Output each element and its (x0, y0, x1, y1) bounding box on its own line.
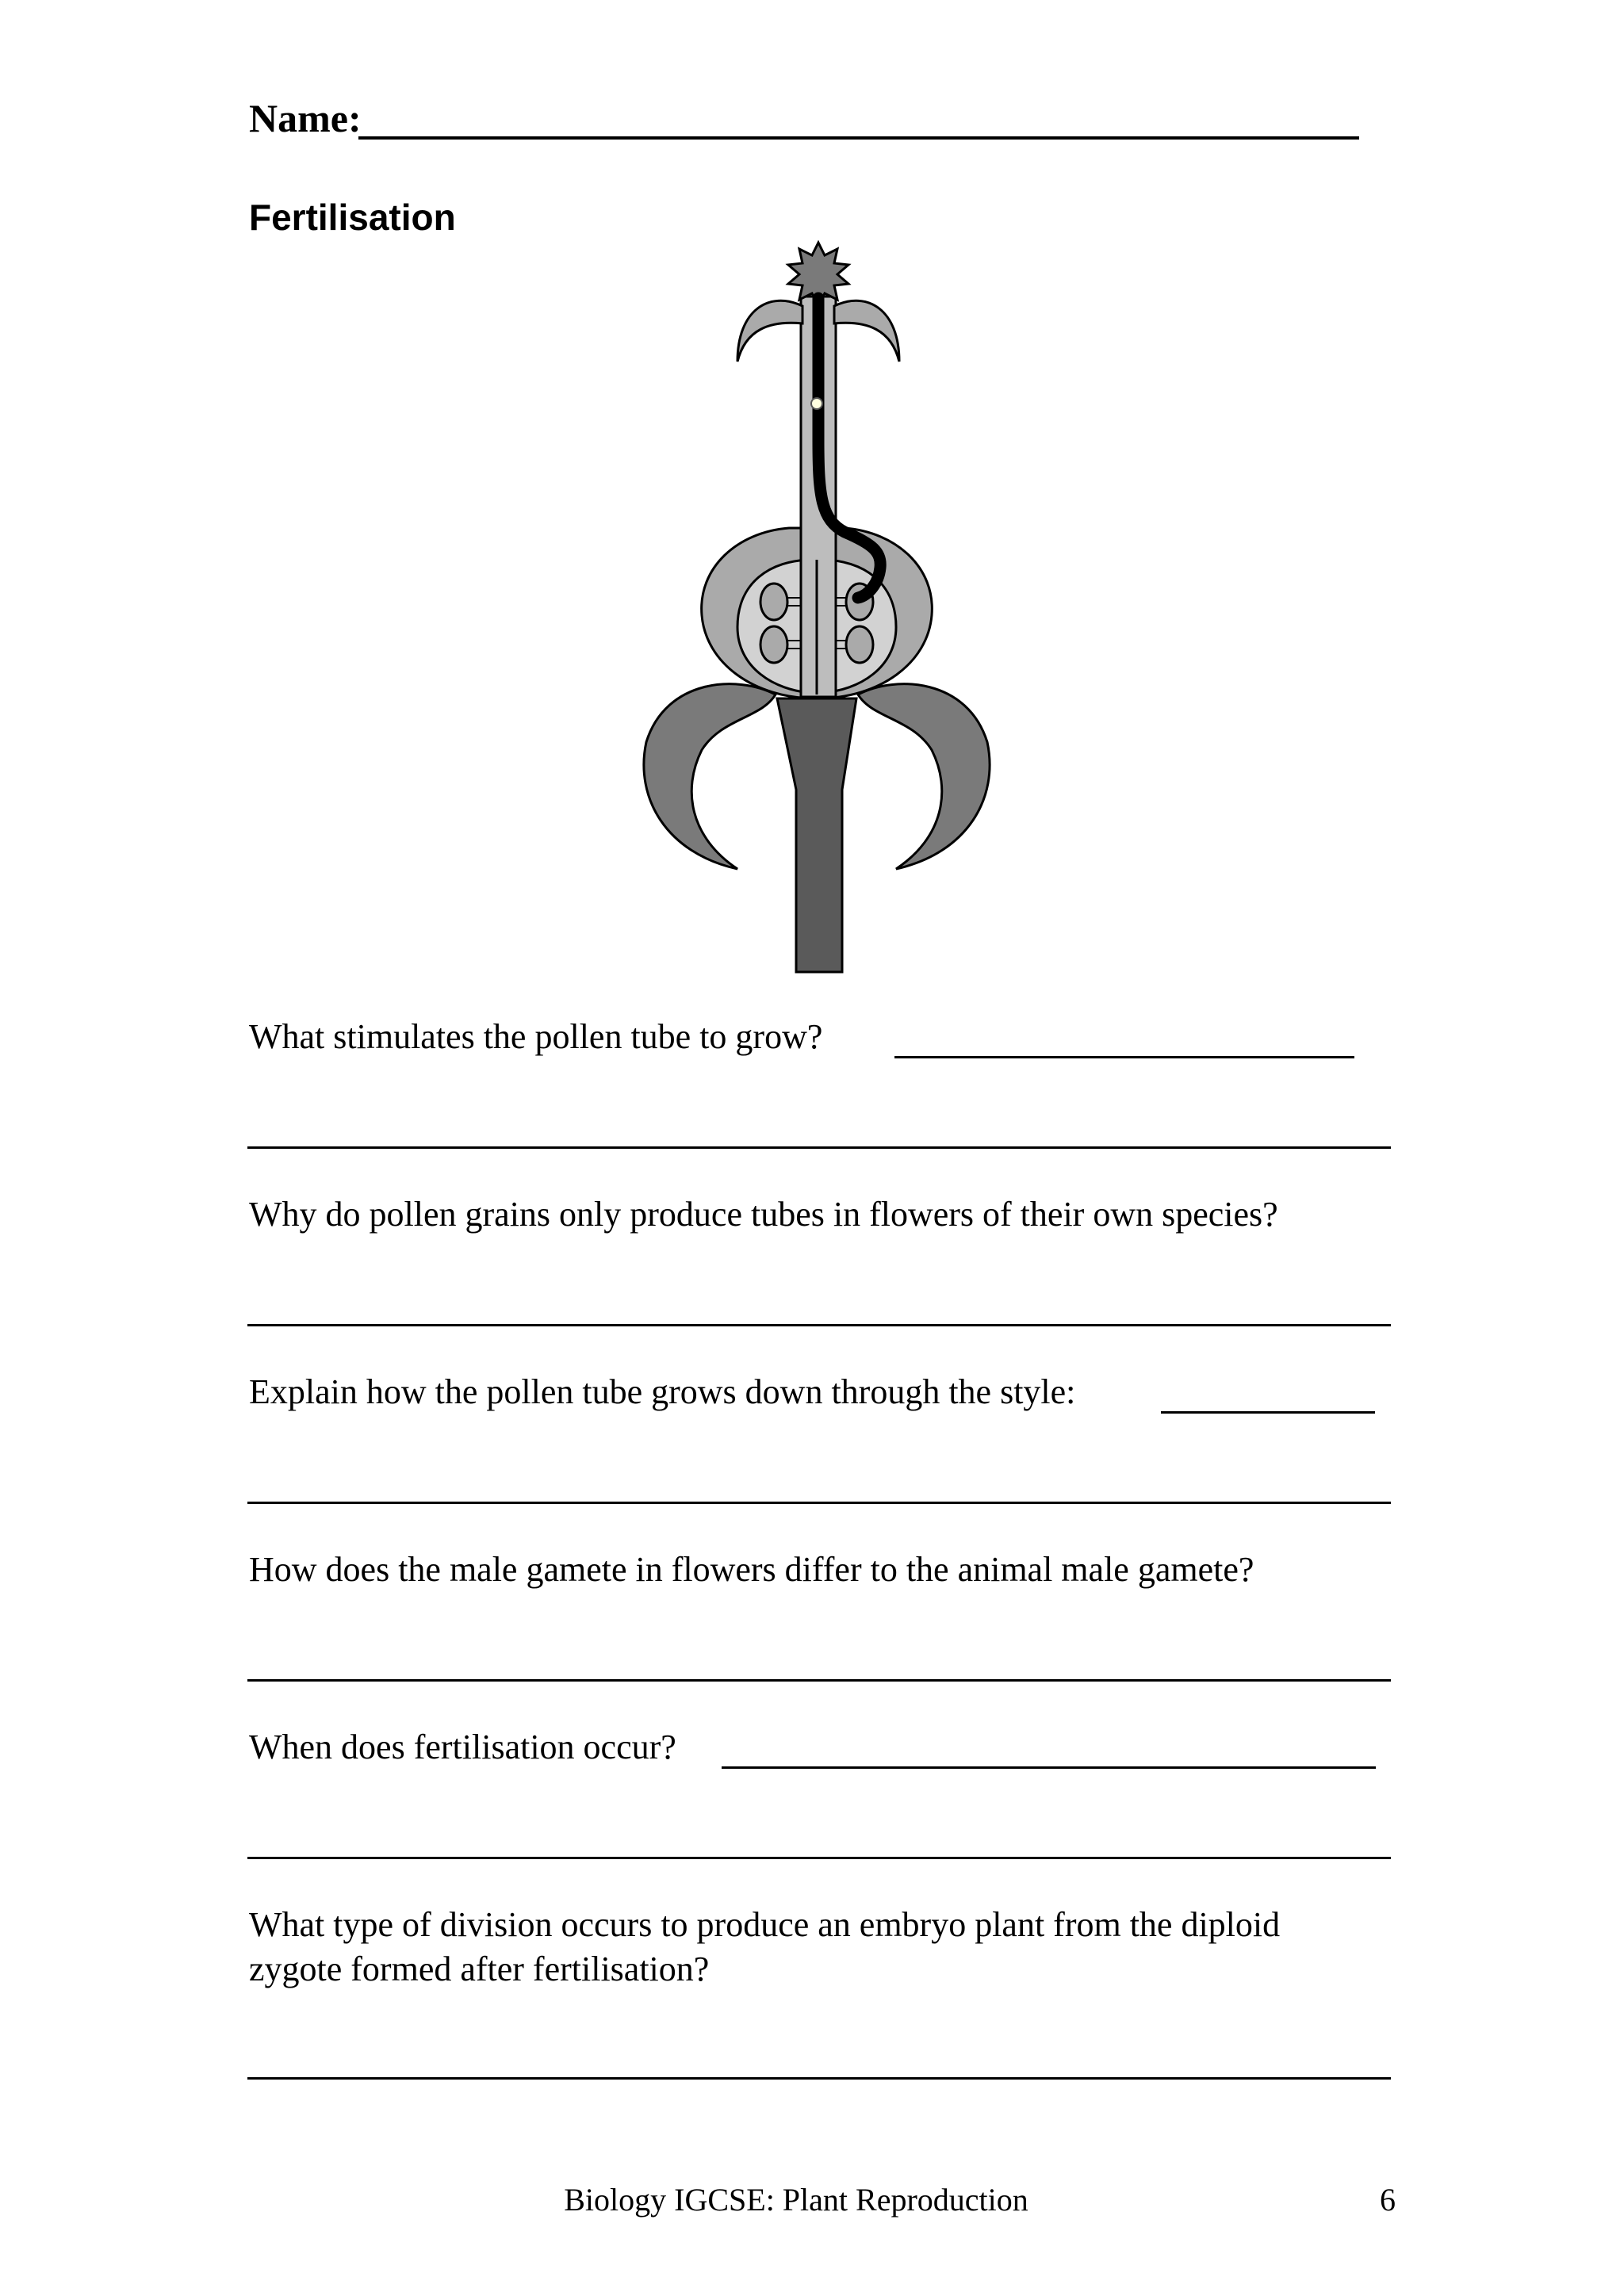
question-6-line-2: zygote formed after fertilisation? (249, 1950, 710, 1988)
question-5-inline-answer-line[interactable] (722, 1766, 1376, 1769)
question-1: What stimulates the pollen tube to grow? (249, 1017, 823, 1056)
question-3: Explain how the pollen tube grows down through the style: (249, 1372, 1076, 1411)
question-6: What type of division occurs to produce an embryo plant from the diploid (249, 1905, 1281, 1944)
question-6-answer-line[interactable] (247, 2077, 1391, 2080)
name-answer-line[interactable] (358, 136, 1359, 140)
name-label: Name: (249, 96, 362, 140)
name-row (249, 94, 1359, 143)
footer-title: Biology IGCSE: Plant Reproduction (564, 2182, 1028, 2218)
question-4: How does the male gamete in flowers differ to the animal male gamete? (249, 1550, 1254, 1589)
question-1-answer-line[interactable] (247, 1146, 1391, 1149)
question-2-answer-line[interactable] (247, 1324, 1391, 1326)
question-4-answer-line[interactable] (247, 1679, 1391, 1682)
flower-fertilisation-diagram (634, 235, 999, 980)
question-3-answer-line[interactable] (247, 1502, 1391, 1504)
receptacle-stalk (777, 698, 856, 972)
question-5: When does fertilisation occur? (249, 1728, 676, 1766)
question-5-answer-line[interactable] (247, 1857, 1391, 1859)
question-1-inline-answer-line[interactable] (894, 1056, 1354, 1058)
male-gamete-nucleus (811, 398, 822, 409)
page-title: Fertilisation (249, 197, 456, 238)
page-number: 6 (1380, 2182, 1396, 2218)
question-2: Why do pollen grains only produce tubes in flowers of their own species? (249, 1195, 1278, 1234)
question-3-inline-answer-line[interactable] (1161, 1411, 1375, 1414)
